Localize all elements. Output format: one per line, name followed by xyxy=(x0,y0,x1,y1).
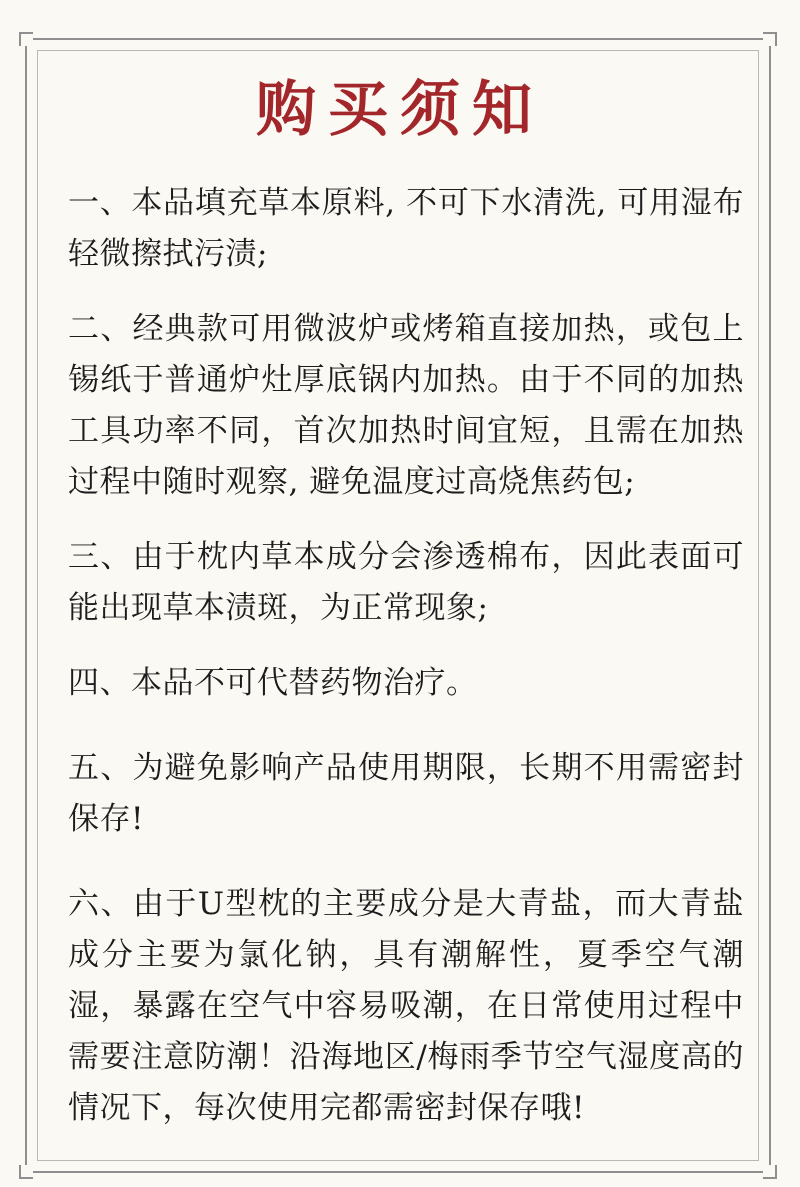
notice-item-1: 一、本品填充草本原料, 不可下水清洗, 可用湿布轻微擦拭污渍; xyxy=(68,185,744,272)
notice-list xyxy=(68,178,744,1158)
corner-ornament-bottom-right xyxy=(763,1165,777,1179)
notice-item-4: 四、本品不可代替药物治疗。 xyxy=(68,665,478,701)
notice-item-3: 三、由于枕内草本成分会渗透棉布，因此表面可能出现草本渍斑，为正常现象; xyxy=(68,539,744,626)
notice-item-5: 五、为避免影响产品使用期限，长期不用需密封保存! xyxy=(68,750,744,837)
corner-ornament-bottom-left xyxy=(19,1165,33,1179)
notice-item-6: 六、由于U型枕的主要成分是大青盐，而大青盐成分主要为氯化钠，具有潮解性，夏季空气潮湿，暴露在空气中容易吸潮，在日常使用过程中需要注意防潮！沿海地区/梅雨季节空气湿度高的情况下，每次使用完都需密封保存哦! xyxy=(68,886,744,1126)
page-title: 购买须知 xyxy=(256,75,544,145)
corner-ornament-top-right xyxy=(763,32,777,46)
corner-ornament-top-left xyxy=(19,32,33,46)
notice-item-2: 二、经典款可用微波炉或烤箱直接加热，或包上锡纸于普通炉灶厚底锅内加热。由于不同的加热工具功率不同，首次加热时间宜短，且需在加热过程中随时观察, 避免温度过高烧焦药包; xyxy=(68,311,744,500)
